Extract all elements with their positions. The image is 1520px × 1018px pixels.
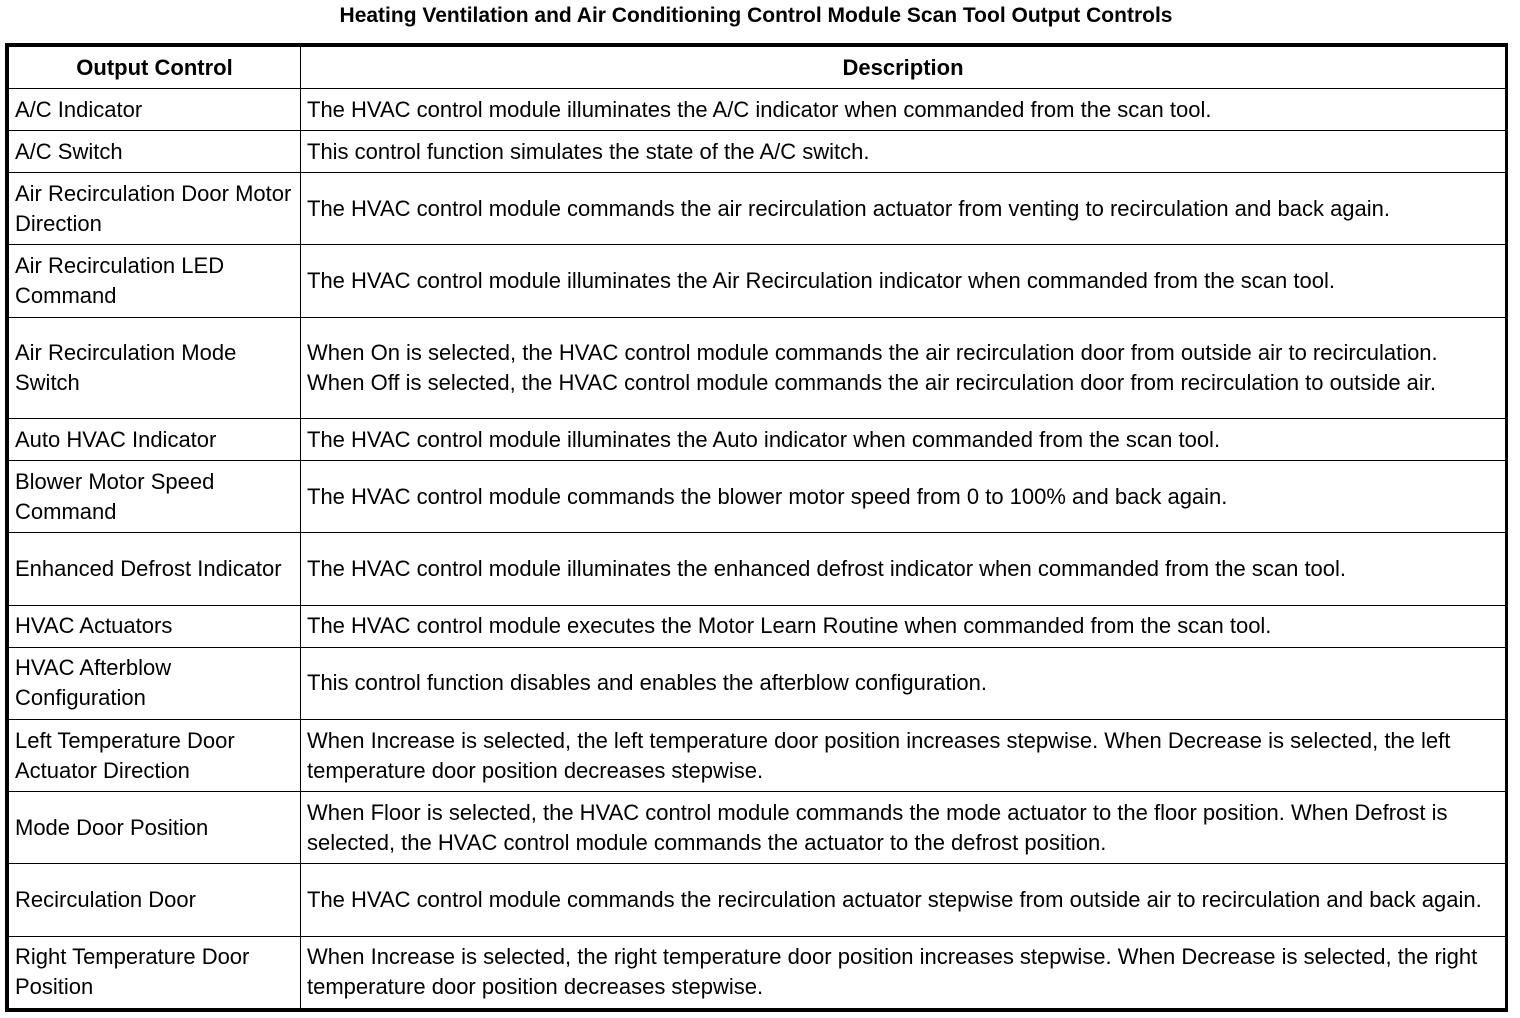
- description-cell: The HVAC control module illuminates the Auto indicator when commanded from the scan tool.: [301, 419, 1506, 461]
- output-control-cell: Mode Door Position: [9, 792, 301, 864]
- description-cell: This control function simulates the state of the A/C switch.: [301, 131, 1506, 173]
- output-control-cell: Air Recirculation Door Motor Direction: [9, 173, 301, 245]
- table-row: [9, 317, 1506, 418]
- description-cell: This control function disables and enables the afterblow configuration.: [301, 647, 1506, 719]
- output-controls-table: [8, 46, 1506, 1009]
- output-control-cell: HVAC Actuators: [9, 605, 301, 647]
- table-row: [9, 131, 1506, 173]
- table-row: [9, 792, 1506, 864]
- table-row: [9, 720, 1506, 792]
- header-output-control: Output Control: [9, 47, 301, 89]
- output-control-cell: Blower Motor Speed Command: [9, 461, 301, 533]
- output-control-cell: HVAC Afterblow Configuration: [9, 647, 301, 719]
- description-cell: When On is selected, the HVAC control module commands the air recirculation door from outside air to recirculation. When Off is selected, the HVAC control module commands the air recirculation door from recirculation to outside air.: [301, 317, 1506, 418]
- table-row: [9, 647, 1506, 719]
- output-control-cell: Recirculation Door: [9, 864, 301, 936]
- table-row: [9, 419, 1506, 461]
- table-header-row: [9, 47, 1506, 89]
- table-row: [9, 89, 1506, 131]
- description-cell: The HVAC control module executes the Motor Learn Routine when commanded from the scan tool.: [301, 605, 1506, 647]
- table-row: [9, 936, 1506, 1008]
- output-control-cell: Right Temperature Door Position: [9, 936, 301, 1008]
- table-row: [9, 245, 1506, 317]
- output-controls-table-frame: [5, 43, 1508, 1012]
- description-cell: The HVAC control module illuminates the A/C indicator when commanded from the scan tool.: [301, 89, 1506, 131]
- output-control-cell: Air Recirculation LED Command: [9, 245, 301, 317]
- table-row: [9, 533, 1506, 605]
- description-cell: The HVAC control module illuminates the enhanced defrost indicator when commanded from the scan tool.: [301, 533, 1506, 605]
- description-cell: When Increase is selected, the right temperature door position increases stepwise. When Decrease is selected, the right temperature door position decreases stepwise.: [301, 936, 1506, 1008]
- description-cell: The HVAC control module commands the air recirculation actuator from venting to recirculation and back again.: [301, 173, 1506, 245]
- table-row: [9, 461, 1506, 533]
- output-control-cell: A/C Indicator: [9, 89, 301, 131]
- description-cell: The HVAC control module commands the recirculation actuator stepwise from outside air to recirculation and back again.: [301, 864, 1506, 936]
- table-row: [9, 173, 1506, 245]
- output-control-cell: Left Temperature Door Actuator Direction: [9, 720, 301, 792]
- header-description: Description: [301, 47, 1506, 89]
- page-title: Heating Ventilation and Air Conditioning Control Module Scan Tool Output Controls: [339, 4, 1173, 27]
- description-cell: The HVAC control module commands the blower motor speed from 0 to 100% and back again.: [301, 461, 1506, 533]
- output-control-cell: Air Recirculation Mode Switch: [9, 317, 301, 418]
- output-control-cell: Auto HVAC Indicator: [9, 419, 301, 461]
- description-cell: When Increase is selected, the left temperature door position increases stepwise. When Decrease is selected, the left temperature door position decreases stepwise.: [301, 720, 1506, 792]
- description-cell: When Floor is selected, the HVAC control module commands the mode actuator to the floor position. When Defrost is selected, the HVAC control module commands the actuator to the defrost position.: [301, 792, 1506, 864]
- description-cell: The HVAC control module illuminates the Air Recirculation indicator when commanded from the scan tool.: [301, 245, 1506, 317]
- output-control-cell: A/C Switch: [9, 131, 301, 173]
- output-control-cell: Enhanced Defrost Indicator: [9, 533, 301, 605]
- table-row: [9, 864, 1506, 936]
- table-row: [9, 605, 1506, 647]
